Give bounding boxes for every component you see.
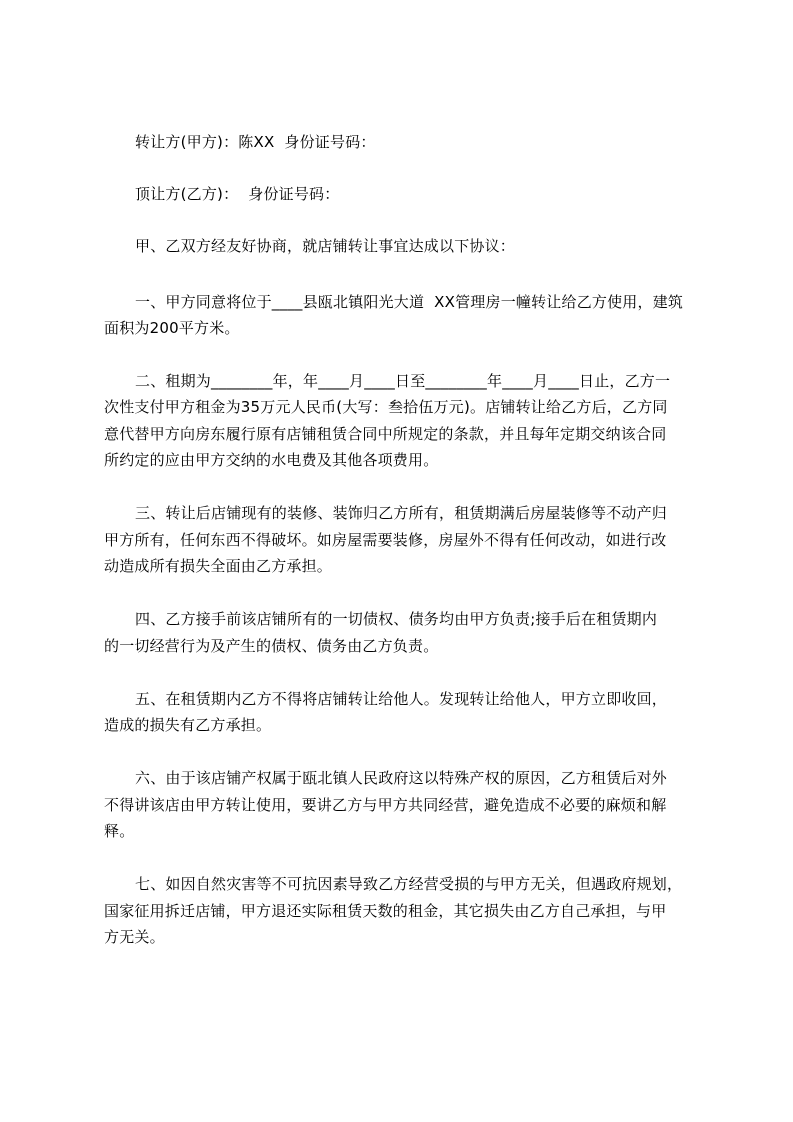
clause-2-line-1: 二、租期为________年，年____月____日至________年____月____日止，乙方一 (135, 372, 671, 390)
clause-7-line-3: 方无关。 (104, 928, 165, 946)
clause-3-line-1: 三、转让后店铺现有的装修、装饰归乙方所有，租赁期满后房屋装修等不动产归 (135, 504, 668, 522)
clause-7-line-2: 国家征用拆迁店铺，甲方退还实际租赁天数的租金，其它损失由乙方自己承担，与甲 (104, 902, 667, 920)
clause-3-line-2: 甲方所有，任何东西不得破坏。如房屋需要装修，房屋外不得有任何改动，如进行改 (104, 531, 667, 549)
transferee-line: 顶让方(乙方)： 身份证号码： (135, 185, 340, 203)
clause-5-line-1: 五、在租赁期内乙方不得将店铺转让给他人。发现转让给他人，甲方立即收回， (135, 690, 668, 708)
clause-1-line-1: 一、甲方同意将位于____县瓯北镇阳光大道 XX管理房一幢转让给乙方使用，建筑 (135, 293, 684, 311)
clause-5-line-2: 造成的损失有乙方承担。 (104, 716, 272, 734)
clause-2-line-3: 意代替甲方向房东履行原有店铺租赁合同中所规定的条款，并且每年定期交纳该合同 (104, 425, 667, 443)
clause-3-line-3: 动造成所有损失全面由乙方承担。 (104, 557, 333, 575)
clause-4-line-1: 四、乙方接手前该店铺所有的一切债权、债务均由甲方负责;接手后在租赁期内 (135, 610, 658, 628)
clause-7-line-1: 七、如因自然灾害等不可抗因素导致乙方经营受损的与甲方无关，但遇政府规划， (135, 875, 683, 893)
clause-2-line-2: 次性支付甲方租金为35万元人民币(大写：叁拾伍万元)。店铺转让给乙方后，乙方同 (104, 398, 668, 416)
transferor-line: 转让方(甲方)：陈XX 身份证号码： (135, 133, 376, 151)
clause-6-line-1: 六、由于该店铺产权属于瓯北镇人民政府这以特殊产权的原因，乙方租赁后对外 (135, 769, 668, 787)
intro-line: 甲、乙双方经友好协商，就店铺转让事宜达成以下协议： (135, 237, 516, 255)
clause-2-line-4: 所约定的应由甲方交纳的水电费及其他各项费用。 (104, 451, 439, 469)
clause-6-line-2: 不得讲该店由甲方转让使用，要讲乙方与甲方共同经营，避免造成不必要的麻烦和解 (104, 796, 667, 814)
clause-6-line-3: 释。 (104, 822, 135, 840)
clause-4-line-2: 的一切经营行为及产生的债权、债务由乙方负责。 (104, 637, 439, 655)
clause-1-line-2: 面积为200平方米。 (104, 319, 240, 337)
